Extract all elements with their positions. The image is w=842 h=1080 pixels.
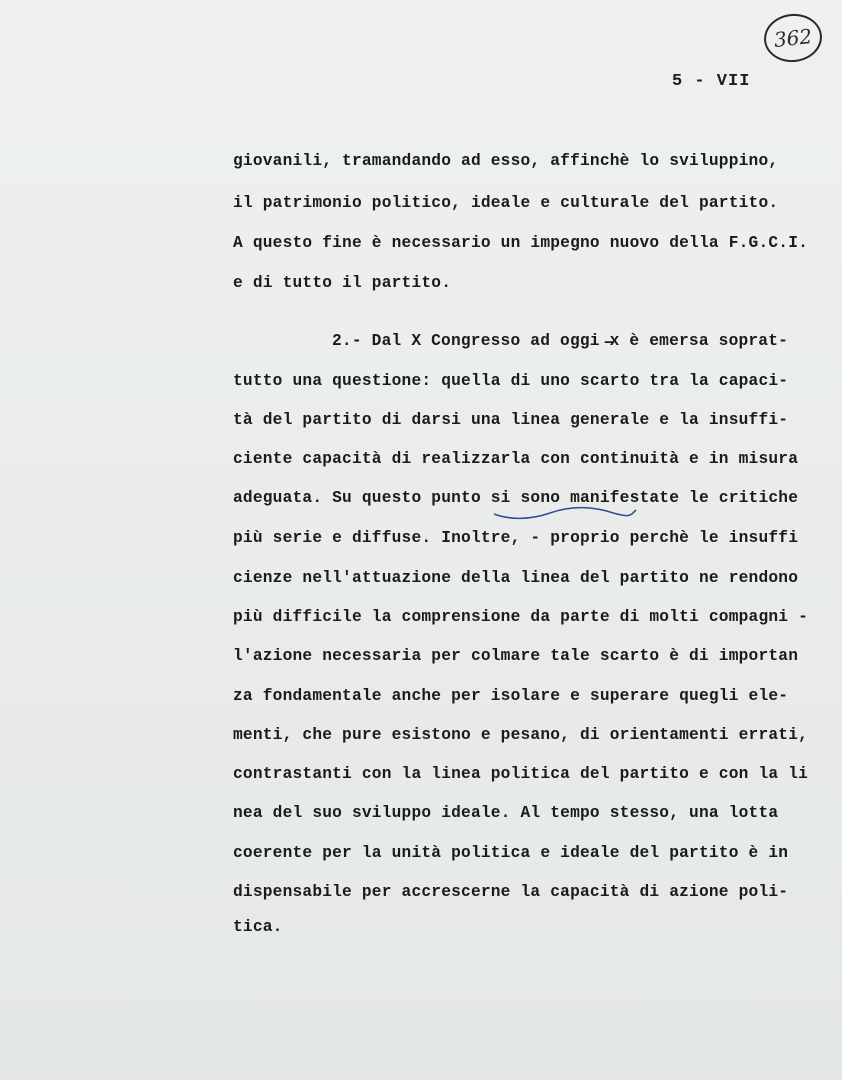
page-number: 5 - VII	[672, 72, 751, 91]
text-line: coerente per la unità politica e ideale del partito è in	[233, 844, 789, 862]
text-line: tà del partito di darsi una linea generale e la insuffi-	[233, 411, 789, 429]
text-line: A questo fine è necessario un impegno nuovo della F.G.C.I.	[233, 234, 809, 252]
text-line: adeguata. Su questo punto si sono manifestate le critiche	[233, 489, 799, 507]
text-line: 2.- Dal X Congresso ad oggi ̶x è emersa soprat-	[332, 332, 789, 350]
text-line: giovanili, tramandando ad esso, affinchè lo sviluppino,	[233, 152, 779, 170]
archive-stamp: 362	[762, 11, 825, 65]
text-line: e di tutto il partito.	[233, 274, 452, 292]
text-line: più difficile la comprensione da parte di molti compagni -	[233, 608, 809, 626]
text-line: più serie e diffuse. Inoltre, - proprio perchè le insuffi	[233, 529, 799, 547]
text-line: contrastanti con la linea politica del partito e con la li	[233, 765, 809, 783]
text-line: ciente capacità di realizzarla con continuità e in misura	[233, 450, 799, 468]
text-line: dispensabile per accrescerne la capacità di azione poli-	[233, 883, 789, 901]
text-line: menti, che pure esistono e pesano, di orientamenti errati,	[233, 726, 809, 744]
handwritten-underline	[490, 500, 640, 522]
text-line: tica.	[233, 918, 283, 936]
text-line: l'azione necessaria per colmare tale scarto è di importan	[233, 647, 799, 665]
text-line: il patrimonio politico, ideale e culturale del partito.	[233, 194, 779, 212]
text-line: za fondamentale anche per isolare e superare quegli ele-	[233, 687, 789, 705]
text-line: cienze nell'attuazione della linea del partito ne rendono	[233, 569, 799, 587]
text-line: nea del suo sviluppo ideale. Al tempo stesso, una lotta	[233, 804, 779, 822]
text-line: tutto una questione: quella di uno scarto tra la capaci-	[233, 372, 789, 390]
